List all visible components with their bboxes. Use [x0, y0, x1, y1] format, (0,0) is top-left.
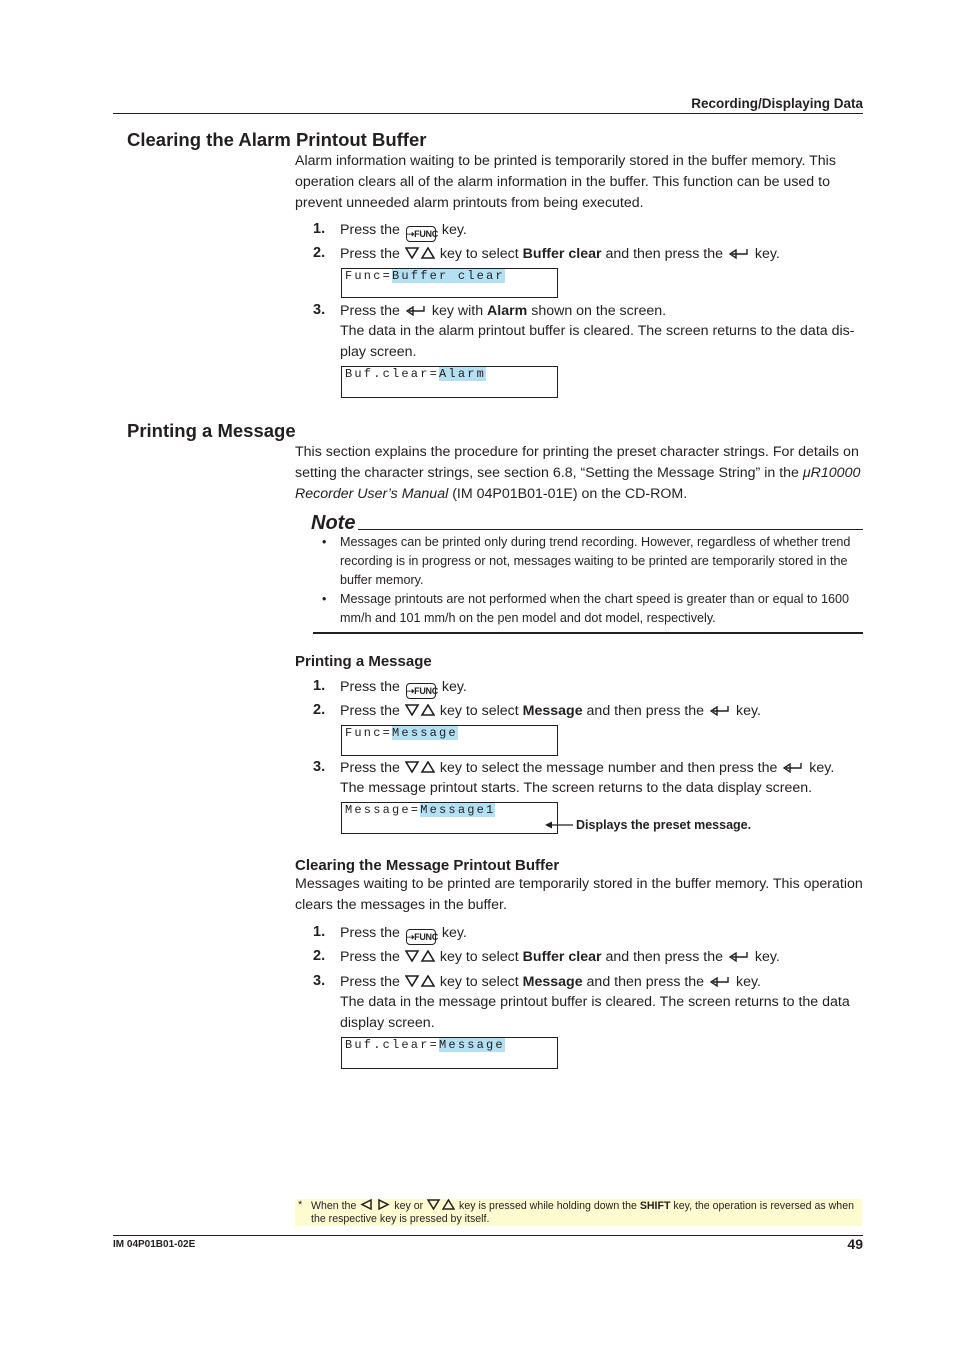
enter-key-icon [729, 951, 749, 963]
enter-key-icon [710, 976, 730, 988]
down-up-arrow-keys-icon [427, 1199, 455, 1210]
step-number: 3. [313, 759, 326, 775]
down-up-arrow-keys-icon [405, 704, 435, 716]
lcd-highlight: Message1 [420, 803, 496, 817]
step-text: Press the ⇢FUNC key. [340, 220, 467, 242]
lcd-screen: Message=Message1 [341, 802, 558, 834]
step-text: Press the key to select the message number and then press the key. [340, 760, 835, 776]
callout-arrow-icon [544, 820, 574, 830]
section-title-clear-alarm: Clearing the Alarm Printout Buffer [127, 129, 427, 150]
section-title-printing-message: Printing a Message [127, 420, 296, 441]
document-id: IM 04P01B01-02E [113, 1239, 196, 1250]
enter-key-icon [783, 762, 803, 774]
footnote-text: When the key or key is pressed while holding down the SHIFT key, the operation is reversed as when the respective key is pressed by itself. [311, 1200, 854, 1225]
footnote-marker: * [298, 1199, 303, 1211]
subsection-title: Printing a Message [295, 653, 432, 670]
step-number: 1. [313, 221, 326, 237]
section-intro: This section explains the procedure for printing the preset character strings. For details on setting the character strings, see section 6.8, “Setting the Message String” in the μR10000 Recorder User’s Manual (IM 04P01B01-01E) on the CD-ROM. [295, 444, 861, 502]
step-text: Press the key to select Message and then press the key. [340, 703, 761, 719]
subsection-intro: Messages waiting to be printed are temporarily stored in the buffer memory. This operation clears the messages in the buffer. [295, 876, 863, 913]
lcd-highlight: Buffer clear [392, 269, 505, 283]
func-key-icon: ⇢FUNC [406, 226, 436, 242]
section-intro: Alarm information waiting to be printed is temporarily stored in the buffer memory. This operation clears all of the alarm information in the buffer. This function can be used to prevent unneeded alarm printouts from being executed. [295, 153, 836, 211]
header-rule [113, 113, 863, 114]
down-up-arrow-keys-icon [405, 761, 435, 773]
step-text: Press the ⇢FUNC key. [340, 677, 467, 699]
footer-rule [113, 1235, 863, 1236]
enter-key-icon [729, 248, 749, 260]
step-number: 2. [313, 245, 326, 261]
step-text: Press the key to select Message and then press the key. [340, 974, 761, 990]
note-item: Message printouts are not performed when the chart speed is greater than or equal to 1600 mm/h and 101 mm/h on the pen model and dot model, respectively. [340, 592, 849, 626]
down-up-arrow-keys-icon [405, 950, 435, 962]
step-text: Press the key to select Buffer clear and then press the key. [340, 246, 780, 262]
step-text: Press the key with Alarm shown on the screen. [340, 303, 667, 319]
lcd-screen: Buf.clear=Alarm [341, 366, 558, 398]
note-item: Messages can be printed only during trend recording. However, regardless of whether trend recording is in progress or not, messages waiting to be printed are temporarily stored in the buffer memory. [340, 535, 851, 588]
step-continuation: The data in the message printout buffer is cleared. The screen returns to the data display screen. [340, 994, 850, 1031]
step-number: 1. [313, 924, 326, 940]
step-continuation: The message printout starts. The screen returns to the data display screen. [340, 780, 813, 796]
step-continuation: The data in the alarm printout buffer is cleared. The screen returns to the data dis-play screen. [340, 323, 855, 360]
subsection-title: Clearing the Message Printout Buffer [295, 857, 560, 874]
step-text: Press the key to select Buffer clear and then press the key. [340, 949, 780, 965]
step-number: 2. [313, 948, 326, 964]
enter-key-icon [710, 705, 730, 717]
lcd-screen: Buf.clear=Message [341, 1037, 558, 1069]
bullet: • [322, 535, 327, 549]
page-number: 49 [847, 1236, 863, 1252]
step-number: 2. [313, 702, 326, 718]
callout-label: Displays the preset message. [576, 818, 752, 832]
lcd-highlight: Message [439, 1038, 505, 1052]
note-heading: Note [311, 512, 356, 534]
lcd-highlight: Alarm [439, 367, 487, 381]
lcd-highlight: Message [392, 726, 458, 740]
step-number: 1. [313, 678, 326, 694]
down-up-arrow-keys-icon [405, 975, 435, 987]
note-rule [313, 632, 863, 634]
lcd-screen: Func=Buffer clear [341, 268, 558, 298]
left-right-arrow-keys-icon [360, 1199, 390, 1210]
enter-key-icon [406, 305, 426, 317]
lcd-screen: Func=Message [341, 725, 558, 756]
note-rule [358, 529, 863, 530]
step-text: Press the ⇢FUNC key. [340, 923, 467, 945]
running-header: Recording/Displaying Data [691, 96, 863, 111]
down-up-arrow-keys-icon [405, 247, 435, 259]
step-number: 3. [313, 302, 326, 318]
bullet: • [322, 592, 327, 606]
func-key-icon: ⇢FUNC [406, 683, 436, 699]
step-number: 3. [313, 973, 326, 989]
func-key-icon: ⇢FUNC [406, 929, 436, 945]
